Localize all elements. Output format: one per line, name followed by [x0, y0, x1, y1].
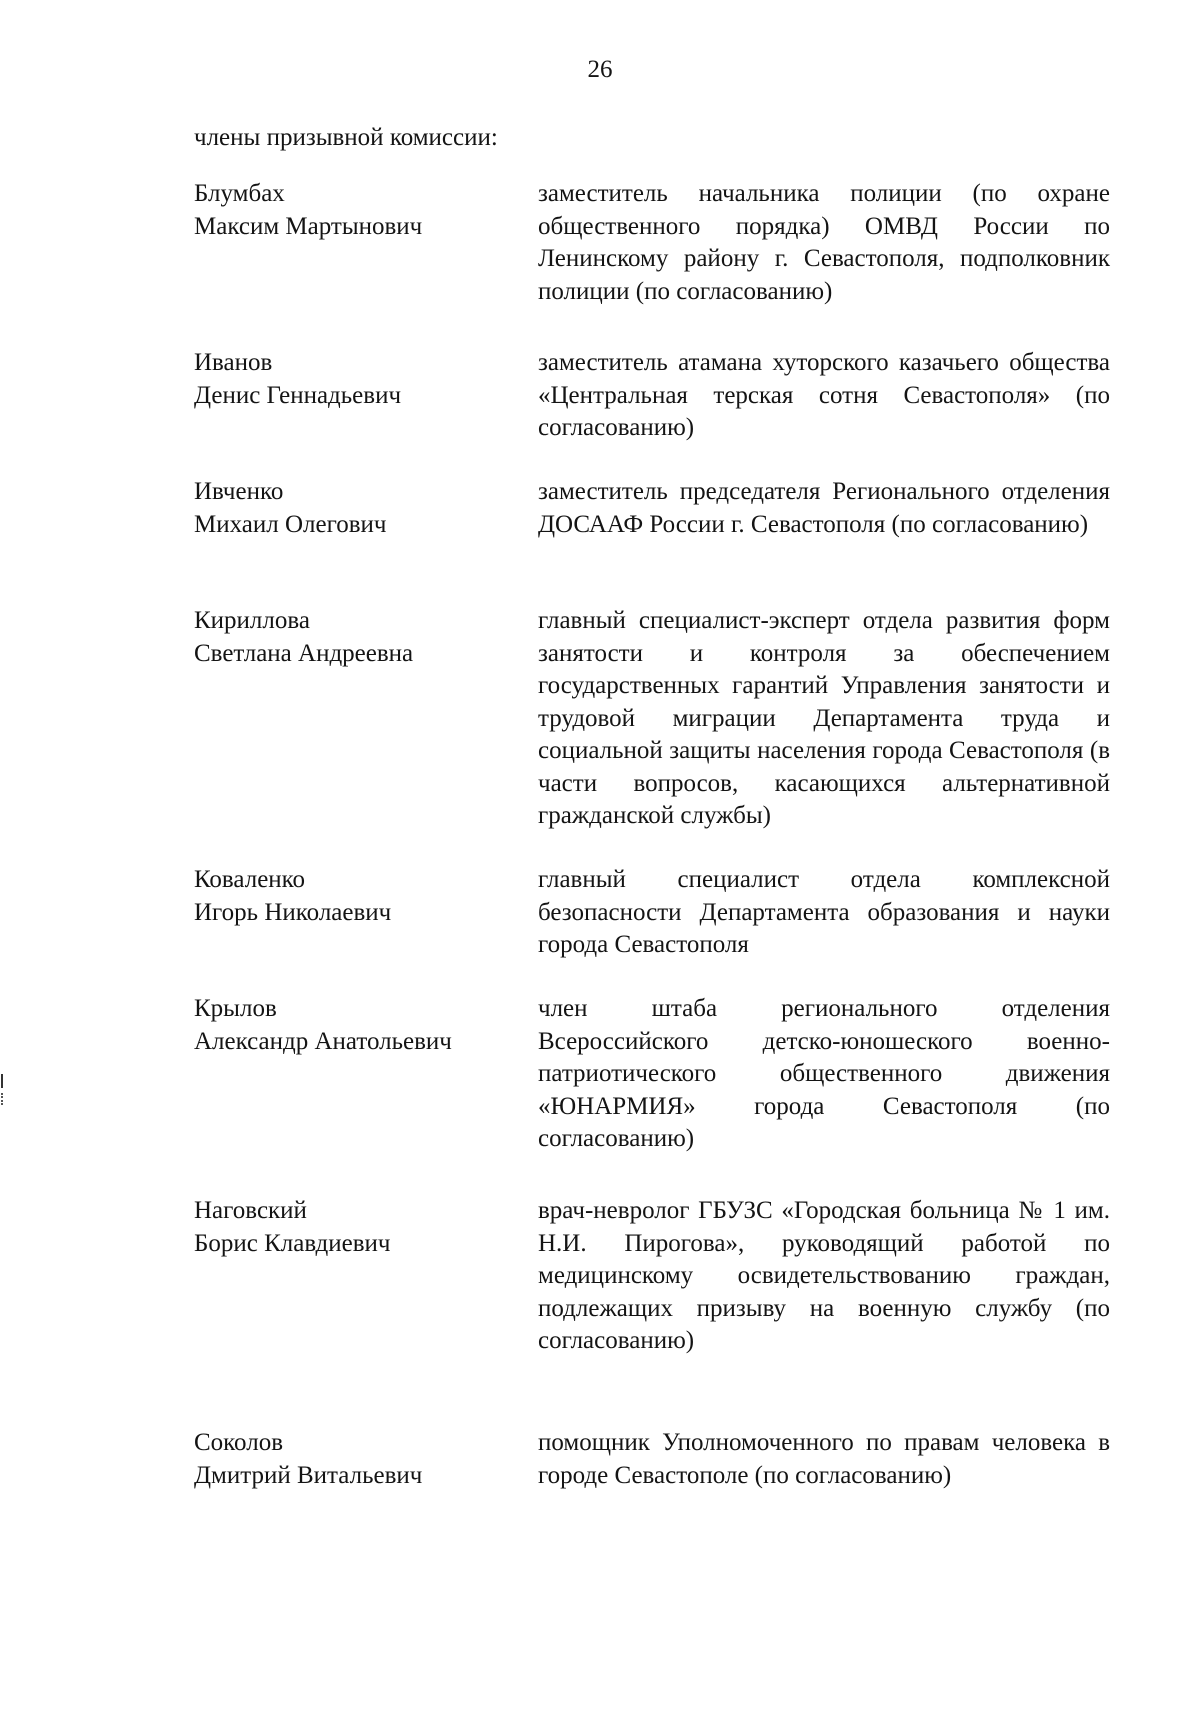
- member-role: врач-невролог ГБУЗС «Городская больница № 1 им. Н.И. Пирогова», руководящий работой по медицинскому освидетельствованию граждан, подлежащих призыву на военную службу (по согласованию): [538, 1197, 1110, 1354]
- member-given-names: Борис Клавдиевич: [194, 1229, 391, 1257]
- section-heading: члены призывной комиссии:: [194, 124, 498, 151]
- member-surname: Кириллова: [194, 607, 310, 634]
- member-surname: Крылов: [194, 995, 277, 1022]
- member-name: [194, 605, 524, 670]
- member-name: [194, 347, 524, 412]
- member-surname: Ивченко: [194, 478, 284, 505]
- scan-margin-mark: [1, 1074, 3, 1088]
- member-role: заместитель атамана хуторского казачьего общества «Центральная терская сотня Севастополя» (по согласованию): [538, 349, 1110, 441]
- member-given-names: Михаил Олегович: [194, 510, 387, 538]
- member-given-names: Светлана Андреевна: [194, 639, 414, 667]
- member-name: [194, 993, 524, 1058]
- member-given-names: Денис Геннадьевич: [194, 381, 402, 409]
- member-given-names: Максим Мартынович: [194, 212, 423, 240]
- member-surname: Блумбах: [194, 180, 285, 207]
- member-role: помощник Уполномоченного по правам человека в городе Севастополе (по согласованию): [538, 1429, 1110, 1489]
- member-given-names: Дмитрий Витальевич: [194, 1461, 423, 1489]
- member-given-names: Александр Анатольевич: [194, 1027, 452, 1055]
- member-name: [194, 1427, 524, 1492]
- member-role: член штаба регионального отделения Всероссийского детско-юношеского военно-патриотического общественного движения «ЮНАРМИЯ» города Севастополя (по согласованию): [538, 995, 1110, 1152]
- member-name: [194, 864, 524, 929]
- scan-margin-dots: [1, 1093, 3, 1105]
- member-surname: Коваленко: [194, 866, 306, 893]
- member-surname: Наговский: [194, 1197, 307, 1224]
- member-role: главный специалист отдела комплексной безопасности Департамента образования и науки города Севастополя: [538, 866, 1110, 958]
- member-role: заместитель председателя Регионального отделения ДОСААФ России г. Севастополя (по согласованию): [538, 478, 1110, 538]
- member-name: [194, 178, 524, 243]
- member-role: заместитель начальника полиции (по охране общественного порядка) ОМВД России по Ленинскому району г. Севастополя, подполковник полиции (по согласованию): [538, 180, 1110, 305]
- member-surname: Иванов: [194, 349, 273, 376]
- member-name: [194, 1195, 524, 1260]
- member-given-names: Игорь Николаевич: [194, 898, 392, 926]
- member-surname: Соколов: [194, 1429, 284, 1456]
- member-role: главный специалист-эксперт отдела развития форм занятости и контроля за обеспечением государственных гарантий Управления занятости и трудовой миграции Департамента труда и социальной защиты населения города Севастополя (в части вопросов, касающихся альтернативной гражданской службы): [538, 607, 1110, 829]
- page-number: 26: [587, 56, 613, 83]
- member-name: [194, 476, 524, 541]
